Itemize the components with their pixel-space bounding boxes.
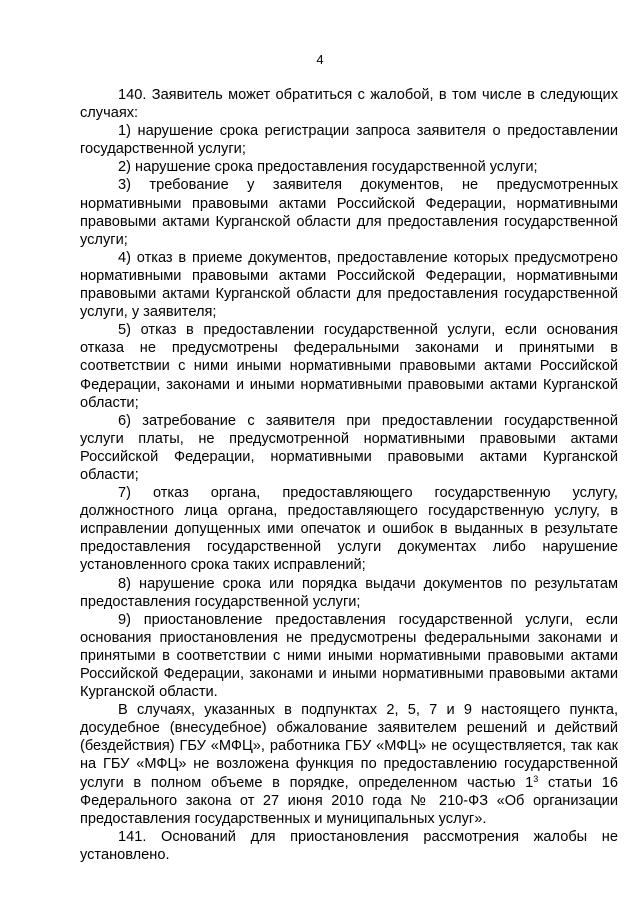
case-item-1: 1) нарушение срока регистрации запроса заявителя о предоставлении государственной услуги; — [80, 123, 618, 158]
cases-paragraph — [80, 701, 618, 828]
case-item-2: 2) нарушение срока предоставления государственной услуги; — [118, 159, 538, 176]
superscript-3: 3 — [533, 773, 539, 784]
case-item-4: 4) отказ в приеме документов, предоставление которых предусмотрено нормативными правовыми актами Российской Федерации, нормативными правовыми актами Курганской области для предоставления государственной услуги, у заявителя; — [80, 249, 618, 321]
case-item-7: 7) отказ органа, предоставляющего государственную услугу, должностного лица органа, предоставляющего государственную услугу, в исправлении допущенных ими опечаток и ошибок в выданных в результате предоставления государственной услуги документах либо нарушение установленного срока таких исправлений; — [80, 485, 618, 574]
case-item-9: 9) приостановление предоставления государственной услуги, если основания приостановления не предусмотрены федеральными законами и принятыми в соответствии с ними иными нормативными правовыми актами Российской Федерации, законами и иными нормативными правовыми актами Курганской области. — [80, 611, 618, 701]
case-item-5: 5) отказ в предоставлении государственной услуги, если основания отказа не предусмотрены федеральными законами и принятыми в соответствии с ними иными нормативными правовыми актами Российской Федерации, законами и иными нормативными правовыми актами Курганской области; — [80, 322, 618, 411]
case-item-3: 3) требование у заявителя документов, не предусмотренных нормативными правовыми актами Российской Федерации, нормативными правовыми актами Курганской области для предоставления государственной услуги; — [80, 177, 618, 248]
case-item-6: 6) затребование с заявителя при предоставлении государственной услуги платы, не предусмотренной нормативными правовыми актами Российской Федерации, нормативными правовыми актами Курганской области; — [80, 412, 618, 483]
cases-text-end: статьи 16 Федерального закона от 27 июня 2010 года № 210-ФЗ «Об организации предоставления государственных и муниципальных услуг». — [80, 774, 618, 827]
page-number: 4 — [316, 52, 324, 67]
cases-text-start: В случаях, указанных в подпунктах 2, 5, 7 и 9 настоящего пункта, досудебное (внесудебное) обжалование заявителем решений и действий (бездействия) ГБУ «МФЦ», работника ГБУ «МФЦ» не осуществляется, так как на ГБУ «МФЦ» не возложена функция по предоставлению государственной услуги в полном объеме в порядке, определенном частью 1 — [80, 702, 618, 791]
paragraph-141: 141. Оснований для приостановления рассмотрения жалобы не установлено. — [80, 828, 618, 863]
paragraph-140: 140. Заявитель может обратиться с жалобой, в том числе в следующих случаях: — [80, 87, 618, 122]
case-item-8: 8) нарушение срока или порядка выдачи документов по результатам предоставления государственной услуги; — [80, 575, 618, 610]
document-body — [80, 86, 618, 864]
